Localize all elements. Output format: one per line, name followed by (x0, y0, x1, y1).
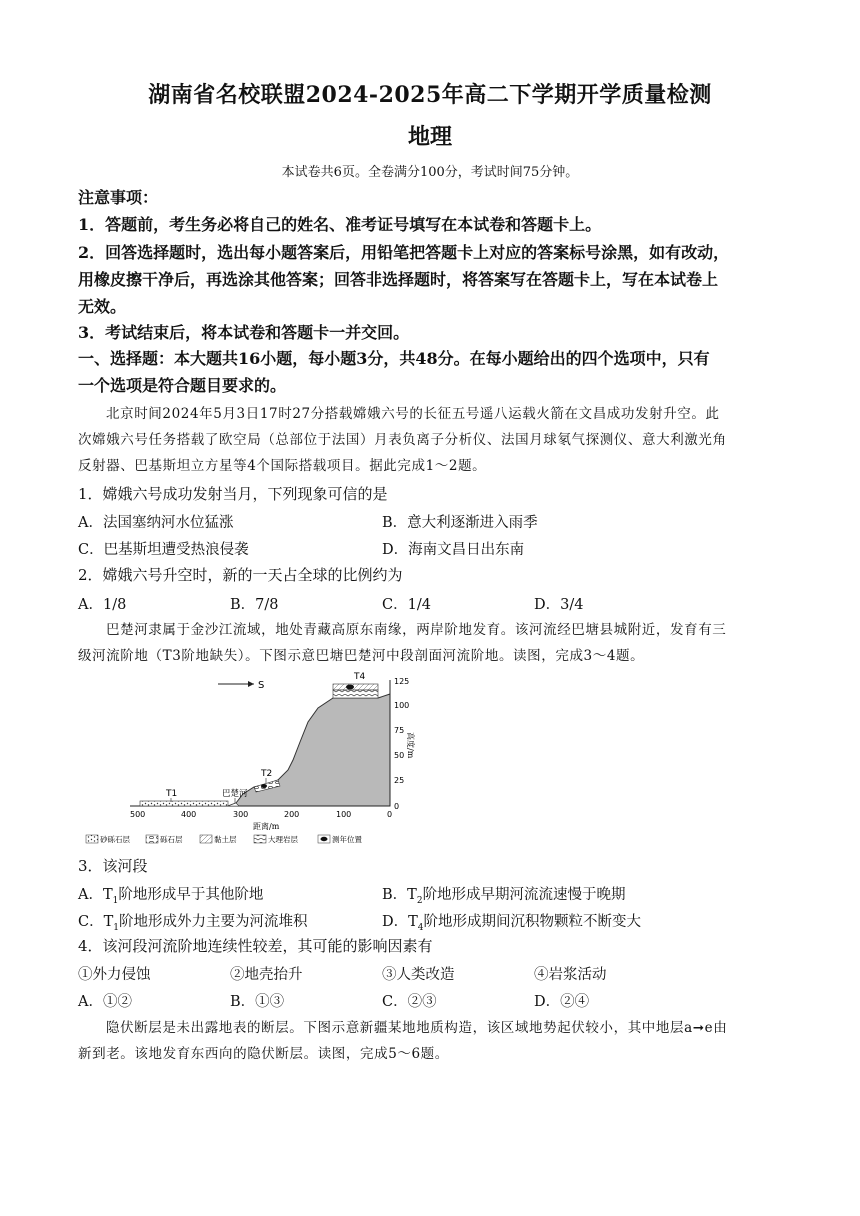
q3-option-d: D．$T_4$阶地形成期间沉积物颗粒不断变大 (382, 914, 642, 933)
note-2-line-3: 无效。 (78, 297, 127, 316)
q3-option-b: B．$T_2$阶地形成早期河流流速慢于晚期 (382, 887, 626, 906)
q2-option-d: D．3/4 (534, 597, 584, 613)
passage1-line-3: 反射器、巴基斯坦立方星等4个国际搭载项目。据此完成1～2题。 (78, 458, 487, 474)
y-tick-100: 100 (394, 701, 410, 710)
q2-stem: 2．嫦娥六号升空时，新的一天占全球的比例约为 (78, 566, 403, 584)
terrace-label-t2: T2 (261, 769, 273, 779)
passage1-line-1: 北京时间2024年5月3日17时27分搭载嫦娥六号的长征五号遥八运载火箭在文昌成功发射升空。此 (106, 406, 720, 422)
q4-option-b: B．①③ (230, 994, 285, 1010)
q2-option-b: B．7/8 (230, 597, 279, 613)
t4-dating-location (346, 685, 354, 690)
arrow-label: S (258, 680, 265, 691)
y-tick-75: 75 (394, 726, 405, 735)
passage3-line-1: 隐伏断层是未出露地表的断层。下图示意新疆某地地质构造，该区域地势起伏较小，其中地层a➞e由 (106, 1020, 728, 1036)
y-axis-label: 高度/m (406, 732, 415, 759)
q1-stem: 1．嫦娥六号成功发射当月，下列现象可信的是 (78, 485, 388, 503)
exam-title: 湖南省名校联盟2024-2025年高二下学期开学质量检测 (148, 82, 712, 108)
passage2-line-2: 级河流阶地（T3阶地缺失）。下图示意巴塘巴楚河中段剖面河流阶地。读图，完成3～4题。 (78, 648, 645, 664)
note-1: 1．答题前，考生务必将自己的姓名、准考证号填写在本试卷和答题卡上。 (78, 215, 602, 234)
q4-stem: 4．该河段河流阶地连续性较差，其可能的影响因素有 (78, 937, 433, 955)
section-heading-line-1: 一、选择题：本大题共16小题，每小题3分，共48分。在每小题给出的四个选项中，只有 (78, 349, 710, 368)
t4-deposit (333, 690, 378, 698)
x-tick-100: 100 (336, 810, 352, 819)
q1-option-a: A．法国塞纳河水位猛涨 (78, 515, 234, 531)
y-tick-125: 125 (394, 677, 410, 686)
q4-option-a: A．①② (78, 994, 132, 1010)
legend-gravel: 砾石层 (160, 835, 183, 844)
x-tick-300: 300 (233, 810, 249, 819)
q3-option-a: A．$T_1$阶地形成早于其他阶地 (78, 887, 264, 906)
note-3: 3．考试结束后，将本试卷和答题卡一并交回。 (78, 323, 410, 342)
q4-item-1: ①外力侵蚀 (78, 967, 151, 983)
x-tick-0: 0 (387, 810, 393, 819)
x-tick-500: 500 (130, 810, 146, 819)
passage2-line-1: 巴楚河隶属于金沙江流域，地处青藏高原东南缘，两岸阶地发育。该河流经巴塘县城附近，发育有三 (106, 622, 727, 638)
figure-legend (86, 834, 362, 844)
q2-option-a: A．1/8 (78, 597, 127, 613)
exam-info: 本试卷共6页。全卷满分100分，考试时间75分钟。 (281, 165, 579, 180)
t1-deposit (140, 801, 228, 806)
q3-option-c: C．$T_1$阶地形成外力主要为河流堆积 (78, 914, 308, 933)
y-tick-0: 0 (394, 802, 400, 811)
q1-option-d: D．海南文昌日出东南 (382, 542, 525, 558)
river-label: 巴楚河 (222, 789, 248, 799)
q1-option-b: B．意大利逐渐进入雨季 (382, 515, 538, 531)
note-2-line-2: 用橡皮擦干净后，再选涂其他答案；回答非选择题时，将答案写在答题卡上，写在本试卷上 (78, 270, 719, 289)
notes-heading: 注意事项： (78, 188, 159, 207)
section-heading-line-2: 一个选项是符合题目要求的。 (78, 376, 287, 395)
terrace-label-t1: T1 (166, 789, 178, 799)
legend-sand-gravel: 砂砾石层 (100, 835, 130, 844)
legend-dating-location: 测年位置 (332, 835, 362, 844)
q4-item-4: ④岩浆活动 (534, 967, 607, 983)
q4-item-3: ③人类改造 (382, 967, 455, 983)
passage3-line-2: 新到老。该地发育东西向的隐伏断层。读图，完成5～6题。 (78, 1046, 449, 1062)
passage1-line-2: 次嫦娥六号任务搭载了欧空局（总部位于法国）月表负离子分析仪、法国月球氡气探测仪、意大利激光角 (78, 432, 727, 448)
x-axis-label: 距离/m (253, 822, 280, 831)
q4-item-2: ②地壳抬升 (230, 967, 303, 983)
y-tick-50: 50 (394, 751, 405, 760)
q4-option-c: C．②③ (382, 994, 437, 1010)
q3-stem: 3．该河段 (78, 857, 148, 875)
q2-option-c: C．1/4 (382, 597, 431, 613)
river-terrace-figure (78, 670, 428, 846)
x-tick-200: 200 (284, 810, 300, 819)
q4-option-d: D．②④ (534, 994, 590, 1010)
subject-title: 地理 (407, 124, 452, 150)
legend-marble: 大理岩层 (268, 835, 298, 844)
x-tick-400: 400 (181, 810, 197, 819)
legend-clay: 黏土层 (214, 835, 237, 844)
q1-option-c: C．巴基斯坦遭受热浪侵袭 (78, 542, 249, 558)
t2-dating-location (261, 784, 267, 788)
note-2-line-1: 2．回答选择题时，选出每小题答案后，用铅笔把答题卡上对应的答案标号涂黑，如有改动， (78, 243, 730, 262)
y-tick-25: 25 (394, 776, 405, 785)
terrace-label-t4: T4 (354, 672, 366, 682)
